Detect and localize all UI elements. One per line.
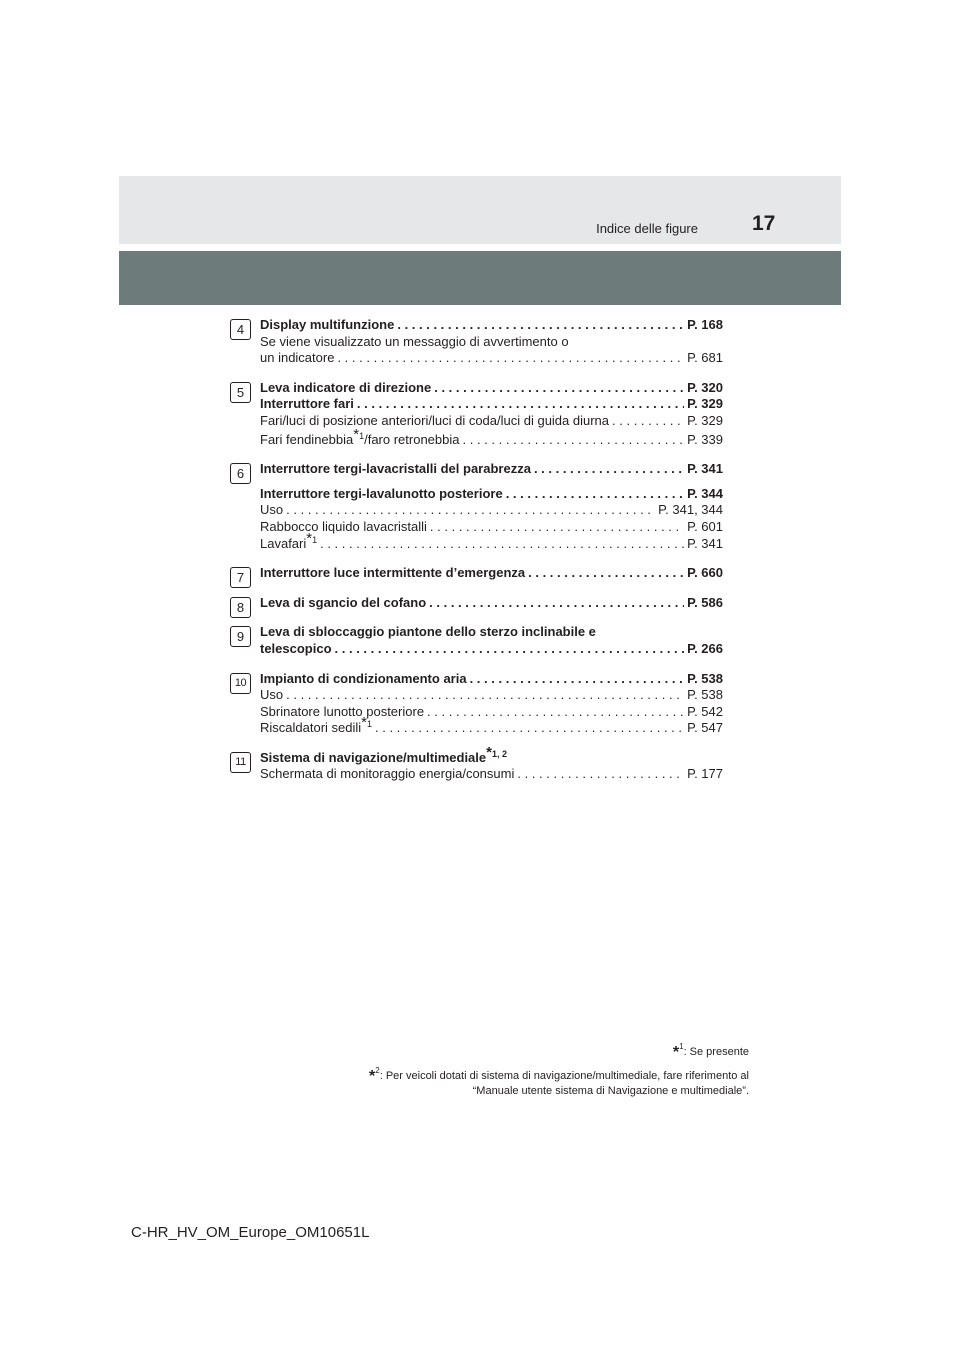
index-line-text: Leva di sgancio del cofano [260,594,427,610]
page-reference[interactable]: P. 339 [687,431,723,447]
page-reference[interactable]: P. 681 [687,350,723,366]
index-line-text: Uso [260,502,284,518]
index-line-text: Display multifunzione [260,317,395,332]
figure-number-badge: 11 [230,752,251,773]
index-line-link[interactable] [260,766,723,783]
figure-number-badge: 7 [230,567,251,588]
leader-dots [357,396,684,413]
index-entry [230,486,723,552]
leader-dots [375,720,684,737]
index-line-link[interactable] [260,565,723,582]
index-line-text: Leva di sbloccaggio piantone dello sterzo inclinabile e [260,624,596,640]
index-entry [230,380,723,448]
index-line-link[interactable] [260,671,723,688]
page-reference[interactable]: P. 266 [687,640,723,656]
index-line-text: Uso [260,687,284,703]
index-line-link[interactable] [260,529,723,553]
figure-number-badge: 8 [230,597,251,618]
index-line-link[interactable] [260,350,723,367]
index-line-link[interactable] [260,641,723,658]
index-line-text: Schermata di monitoraggio energia/consumi [260,766,515,782]
leader-dots [335,641,685,658]
index-entry [230,461,723,482]
index-line-text: Sistema di navigazione/multimediale$^{*1, 2}$ [260,743,507,765]
page-reference[interactable]: P. 344 [687,485,723,501]
leader-dots [397,317,684,334]
index-line [260,743,723,767]
index-line-text: Rabbocco liquido lavacristalli [260,518,427,534]
index-line-link[interactable] [260,461,723,478]
index-line-link[interactable] [260,317,723,334]
leader-dots [517,766,684,783]
index-line-text: telescopico [260,640,332,656]
page-reference[interactable]: P. 586 [687,594,723,610]
leader-dots [427,704,684,721]
header-dark-band [119,251,841,305]
leader-dots [463,432,685,449]
index-line-link[interactable] [260,486,723,503]
index-line-link[interactable] [260,714,723,737]
index-line-text: Fari fendinebbia$^{*1}$/faro retronebbia [260,425,460,447]
leader-dots [528,565,684,582]
leader-dots [612,413,684,430]
index-entry [230,624,723,657]
index-line-text: Interruttore luce intermittente d’emergenza [260,565,526,581]
index-line-text: Fari/luci di posizione anteriori/luci di coda/luci di guida diurna [260,412,610,428]
figure-index-list [230,317,723,783]
header-band [119,176,841,244]
index-line-text: Interruttore fari [260,396,354,412]
index-line-text: Interruttore tergi-lavalunotto posteriore [260,485,503,501]
index-entry [230,594,723,615]
footnotes [369,1040,749,1098]
index-line-link[interactable] [260,704,723,721]
index-line [260,334,723,351]
index-entry [230,743,723,783]
index-line-link[interactable] [260,413,723,430]
figure-number-badge: 4 [230,319,251,340]
leader-dots [286,502,655,519]
index-line-text: Leva indicatore di direzione [260,379,432,395]
footnote-2: *$^2$: Per veicoli dotati di sistema di navigazione/multimediale, fare riferimento al “Manuale utente sistema di Navigazione e multimediale”. [369,1066,749,1097]
leader-dots [320,536,684,553]
page-reference[interactable]: P. 538 [687,670,723,686]
index-entry [230,671,723,737]
page-reference[interactable]: P. 329 [687,396,723,412]
index-line-text: Sbrinatore lunotto posteriore [260,703,425,719]
page-reference[interactable]: P. 320 [687,379,723,395]
index-line [260,624,723,641]
page-reference[interactable]: P. 168 [687,317,723,332]
figure-number-badge: 10 [230,673,251,694]
page-reference[interactable]: P. 538 [687,687,723,703]
index-line-link[interactable] [260,502,723,519]
index-line-link[interactable] [260,396,723,413]
index-line-text: Se viene visualizzato un messaggio di avvertimento o [260,333,569,349]
page-reference[interactable]: P. 329 [687,412,723,428]
index-line-link[interactable] [260,595,723,612]
leader-dots [429,595,684,612]
leader-dots [337,350,684,367]
leader-dots [506,486,684,503]
page-reference[interactable]: P. 341 [687,461,723,477]
index-entry [230,565,723,586]
page-number: 17 [752,212,776,235]
index-line-text: Lavafari$^{*1}$ [260,529,318,551]
page-reference[interactable]: P. 341, 344 [658,502,723,518]
figure-number-badge: 9 [230,626,251,647]
index-line-link[interactable] [260,425,723,449]
index-line-text: Riscaldatori sedili$^{*1}$ [260,714,373,736]
page-reference[interactable]: P. 341 [687,535,723,551]
footnote-1: *$^1$: Se presente [672,1042,749,1061]
index-line-text: un indicatore [260,350,335,366]
index-entry [230,317,723,367]
index-line-text: Impianto di condizionamento aria [260,670,467,686]
leader-dots [534,461,684,478]
figure-number-badge: 5 [230,382,251,403]
index-line-link[interactable] [260,519,723,536]
document-id: C-HR_HV_OM_Europe_OM10651L [131,1224,370,1241]
leader-dots [430,519,684,536]
page-reference[interactable]: P. 177 [687,766,723,782]
page-reference[interactable]: P. 547 [687,720,723,736]
index-line-link[interactable] [260,687,723,704]
figure-number-badge: 6 [230,463,251,484]
page-reference[interactable]: P. 601 [687,518,723,534]
index-line-link[interactable] [260,380,723,397]
index-line-text: Interruttore tergi-lavacristalli del parabrezza [260,461,531,477]
leader-dots [470,671,685,688]
leader-dots [434,380,684,397]
page-reference[interactable]: P. 542 [687,703,723,719]
page-reference[interactable]: P. 660 [687,565,723,581]
leader-dots [286,687,684,704]
section-title: Indice delle figure [596,221,698,236]
